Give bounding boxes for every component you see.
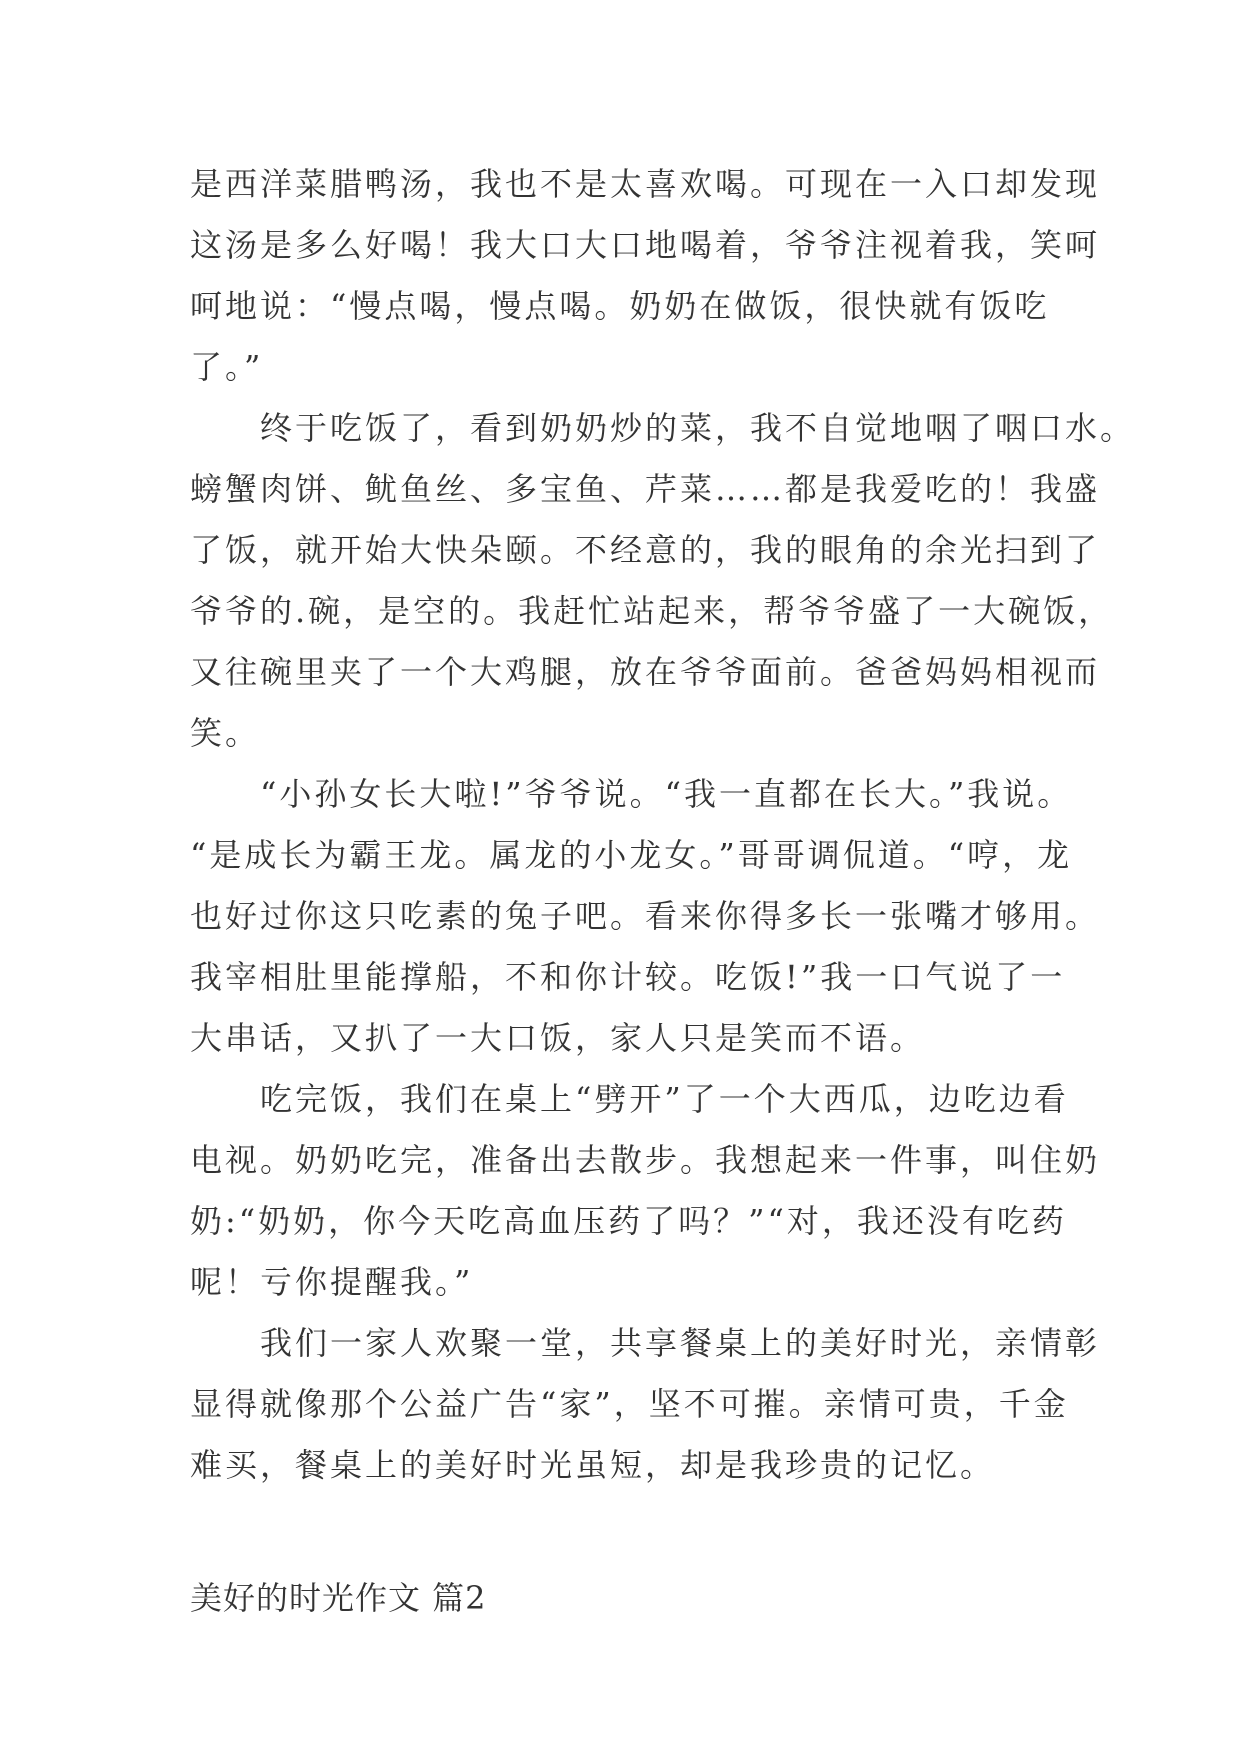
text-line: 螃蟹肉饼、鱿鱼丝、多宝鱼、芹菜……都是我爱吃的！我盛 xyxy=(190,470,1101,508)
paragraph-4 xyxy=(190,1069,1101,1313)
text-line: “小孙女长大啦!”爷爷说。“我一直都在长大。”我说。 xyxy=(190,775,1073,813)
text-line: 呵地说：“慢点喝，慢点喝。奶奶在做饭，很快就有饭吃 xyxy=(190,287,1050,325)
essay-body xyxy=(190,154,1136,1629)
text-line: 奶:“奶奶，你今天吃高血压药了吗？”“对，我还没有吃药 xyxy=(190,1202,1067,1240)
text-line: 也好过你这只吃素的兔子吧。看来你得多长一张嘴才够用。 xyxy=(190,897,1101,935)
text-line: 是西洋菜腊鸭汤，我也不是太喜欢喝。可现在一入口却发现 xyxy=(190,165,1101,203)
text-line: 难买，餐桌上的美好时光虽短，却是我珍贵的记忆。 xyxy=(190,1446,996,1484)
text-line: 终于吃饭了，看到奶奶炒的菜，我不自觉地咽了咽口水。 xyxy=(190,409,1136,447)
section-heading: 美好的时光作文 篇2 xyxy=(190,1579,487,1617)
text-line: 吃完饭，我们在桌上“劈开”了一个大西瓜，边吃边看 xyxy=(190,1080,1069,1118)
paragraph-1 xyxy=(190,154,1101,398)
text-line: 电视。奶奶吃完，准备出去散步。我想起来一件事，叫住奶 xyxy=(190,1141,1101,1179)
text-line: 我们一家人欢聚一堂，共享餐桌上的美好时光，亲情彰 xyxy=(190,1324,1101,1362)
text-line: 这汤是多么好喝！我大口大口地喝着，爷爷注视着我，笑呵 xyxy=(190,226,1101,264)
text-line: 大串话，又扒了一大口饭，家人只是笑而不语。 xyxy=(190,1019,926,1057)
paragraph-3 xyxy=(190,764,1101,1069)
text-line: “是成长为霸王龙。属龙的小龙女。”哥哥调侃道。“哼，龙 xyxy=(190,836,1073,874)
text-line: 了。” xyxy=(190,348,264,386)
text-line: 显得就像那个公益广告“家”，坚不可摧。亲情可贵，千金 xyxy=(190,1385,1069,1423)
text-line: 爷爷的.碗，是空的。我赶忙站起来，帮爷爷盛了一大碗饭， xyxy=(190,592,1114,630)
paragraph-5 xyxy=(190,1313,1101,1496)
text-line: 呢！亏你提醒我。” xyxy=(190,1263,474,1301)
text-line: 笑。 xyxy=(190,714,261,752)
text-line: 了饭，就开始大快朵颐。不经意的，我的眼角的余光扫到了 xyxy=(190,531,1101,569)
text-line: 又往碗里夹了一个大鸡腿，放在爷爷面前。爸爸妈妈相视而 xyxy=(190,653,1101,691)
text-line: 我宰相肚里能撑船，不和你计较。吃饭!”我一口气说了一 xyxy=(190,958,1066,996)
paragraph-2 xyxy=(190,398,1136,764)
